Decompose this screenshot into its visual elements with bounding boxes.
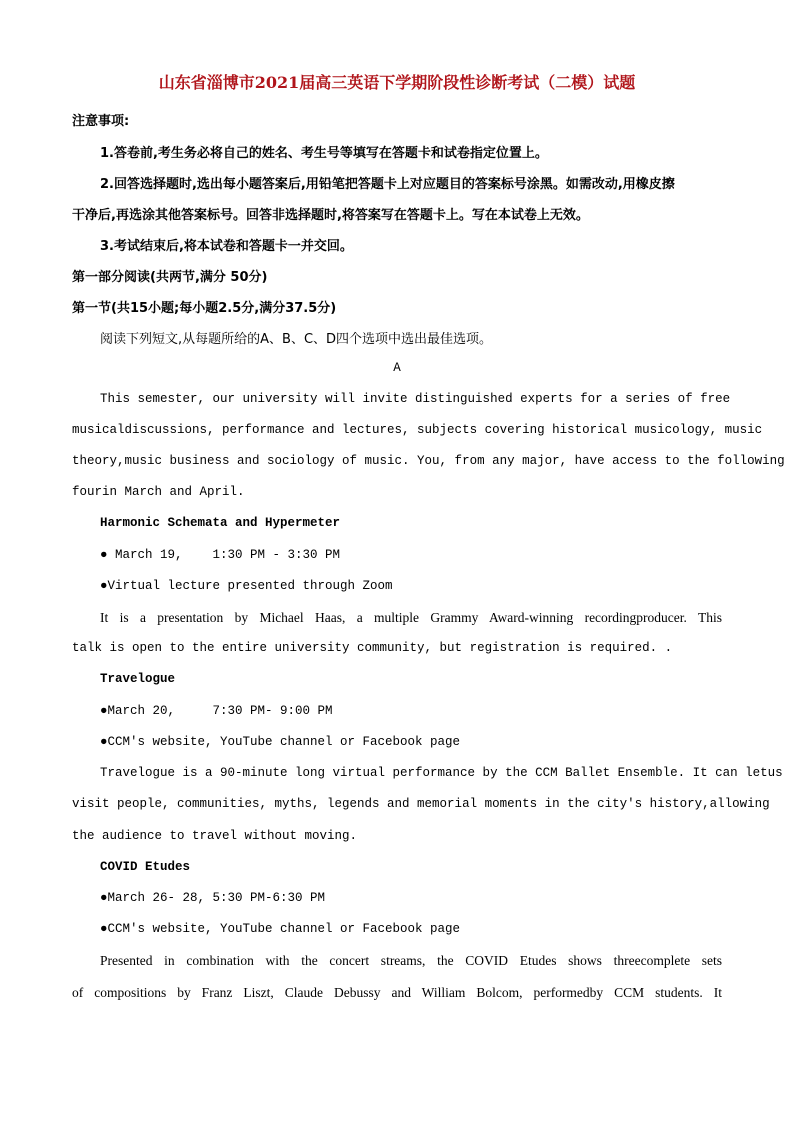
event-3-desc-1: Presented in combination with the concert streams, the COVID Etudes shows threecomplete sets	[100, 953, 722, 968]
event-2-venue: ●CCM's website, YouTube channel or Facebook page	[100, 735, 461, 749]
event-2-date: ●March 20, 7:30 PM- 9:00 PM	[100, 704, 333, 718]
event-2-name: Travelogue	[100, 672, 176, 686]
instruction: 阅读下列短文,从每题所给的A、B、C、D四个选项中选出最佳选项。	[100, 332, 493, 347]
event-3-desc-2: of compositions by Franz Liszt, Claude Debussy and William Bolcom, performedby CCM students. It	[72, 985, 722, 1000]
notice-item-2-cont: 干净后,再选涂其他答案标号。回答非选择题时,将答案写在答题卡上。写在本试卷上无效。	[72, 208, 589, 223]
notice-heading: 注意事项:	[72, 114, 130, 129]
section-heading: 第一节(共15小题;每小题2.5分,满分37.5分)	[72, 301, 337, 316]
document-title: 山东省淄博市2021届高三英语下学期阶段性诊断考试（二模）试题	[158, 73, 636, 92]
intro-line-4: fourin March and April.	[72, 485, 245, 499]
intro-line-3: theory,music business and sociology of music. You, from any major, have access to the following	[72, 454, 785, 468]
intro-line-1: This semester, our university will invite distinguished experts for a series of free	[100, 392, 731, 406]
event-2-desc-3: the audience to travel without moving.	[72, 829, 358, 843]
notice-item-2: 2.回答选择题时,选出每小题答案后,用铅笔把答题卡上对应题目的答案标号涂黑。如需改动,用橡皮擦	[100, 177, 675, 192]
event-1-date: ● March 19, 1:30 PM - 3:30 PM	[100, 548, 341, 562]
event-3-name: COVID Etudes	[100, 860, 191, 874]
part-heading: 第一部分阅读(共两节,满分 50分)	[72, 270, 268, 285]
intro-line-2: musicaldiscussions, performance and lectures, subjects covering historical musicology, music	[72, 423, 763, 437]
event-2-desc-2: visit people, communities, myths, legends and memorial moments in the city's history,allowing	[72, 797, 770, 811]
notice-item-3: 3.考试结束后,将本试卷和答题卡一并交回。	[100, 239, 353, 254]
event-2-desc-1: Travelogue is a 90-minute long virtual performance by the CCM Ballet Ensemble. It can letus	[100, 766, 783, 780]
passage-label: A	[393, 361, 401, 375]
notice-item-1: 1.答卷前,考生务必将自己的姓名、考生号等填写在答题卡和试卷指定位置上。	[100, 146, 548, 161]
event-1-desc-2: talk is open to the entire university community, but registration is required. .	[72, 641, 673, 655]
event-1-venue: ●Virtual lecture presented through Zoom	[100, 579, 393, 593]
event-3-venue: ●CCM's website, YouTube channel or Facebook page	[100, 922, 461, 936]
event-1-name: Harmonic Schemata and Hypermeter	[100, 516, 341, 530]
event-3-date: ●March 26- 28, 5:30 PM-6:30 PM	[100, 891, 326, 905]
event-1-desc-1: It is a presentation by Michael Haas, a multiple Grammy Award-winning recordingproducer. This	[100, 610, 722, 625]
